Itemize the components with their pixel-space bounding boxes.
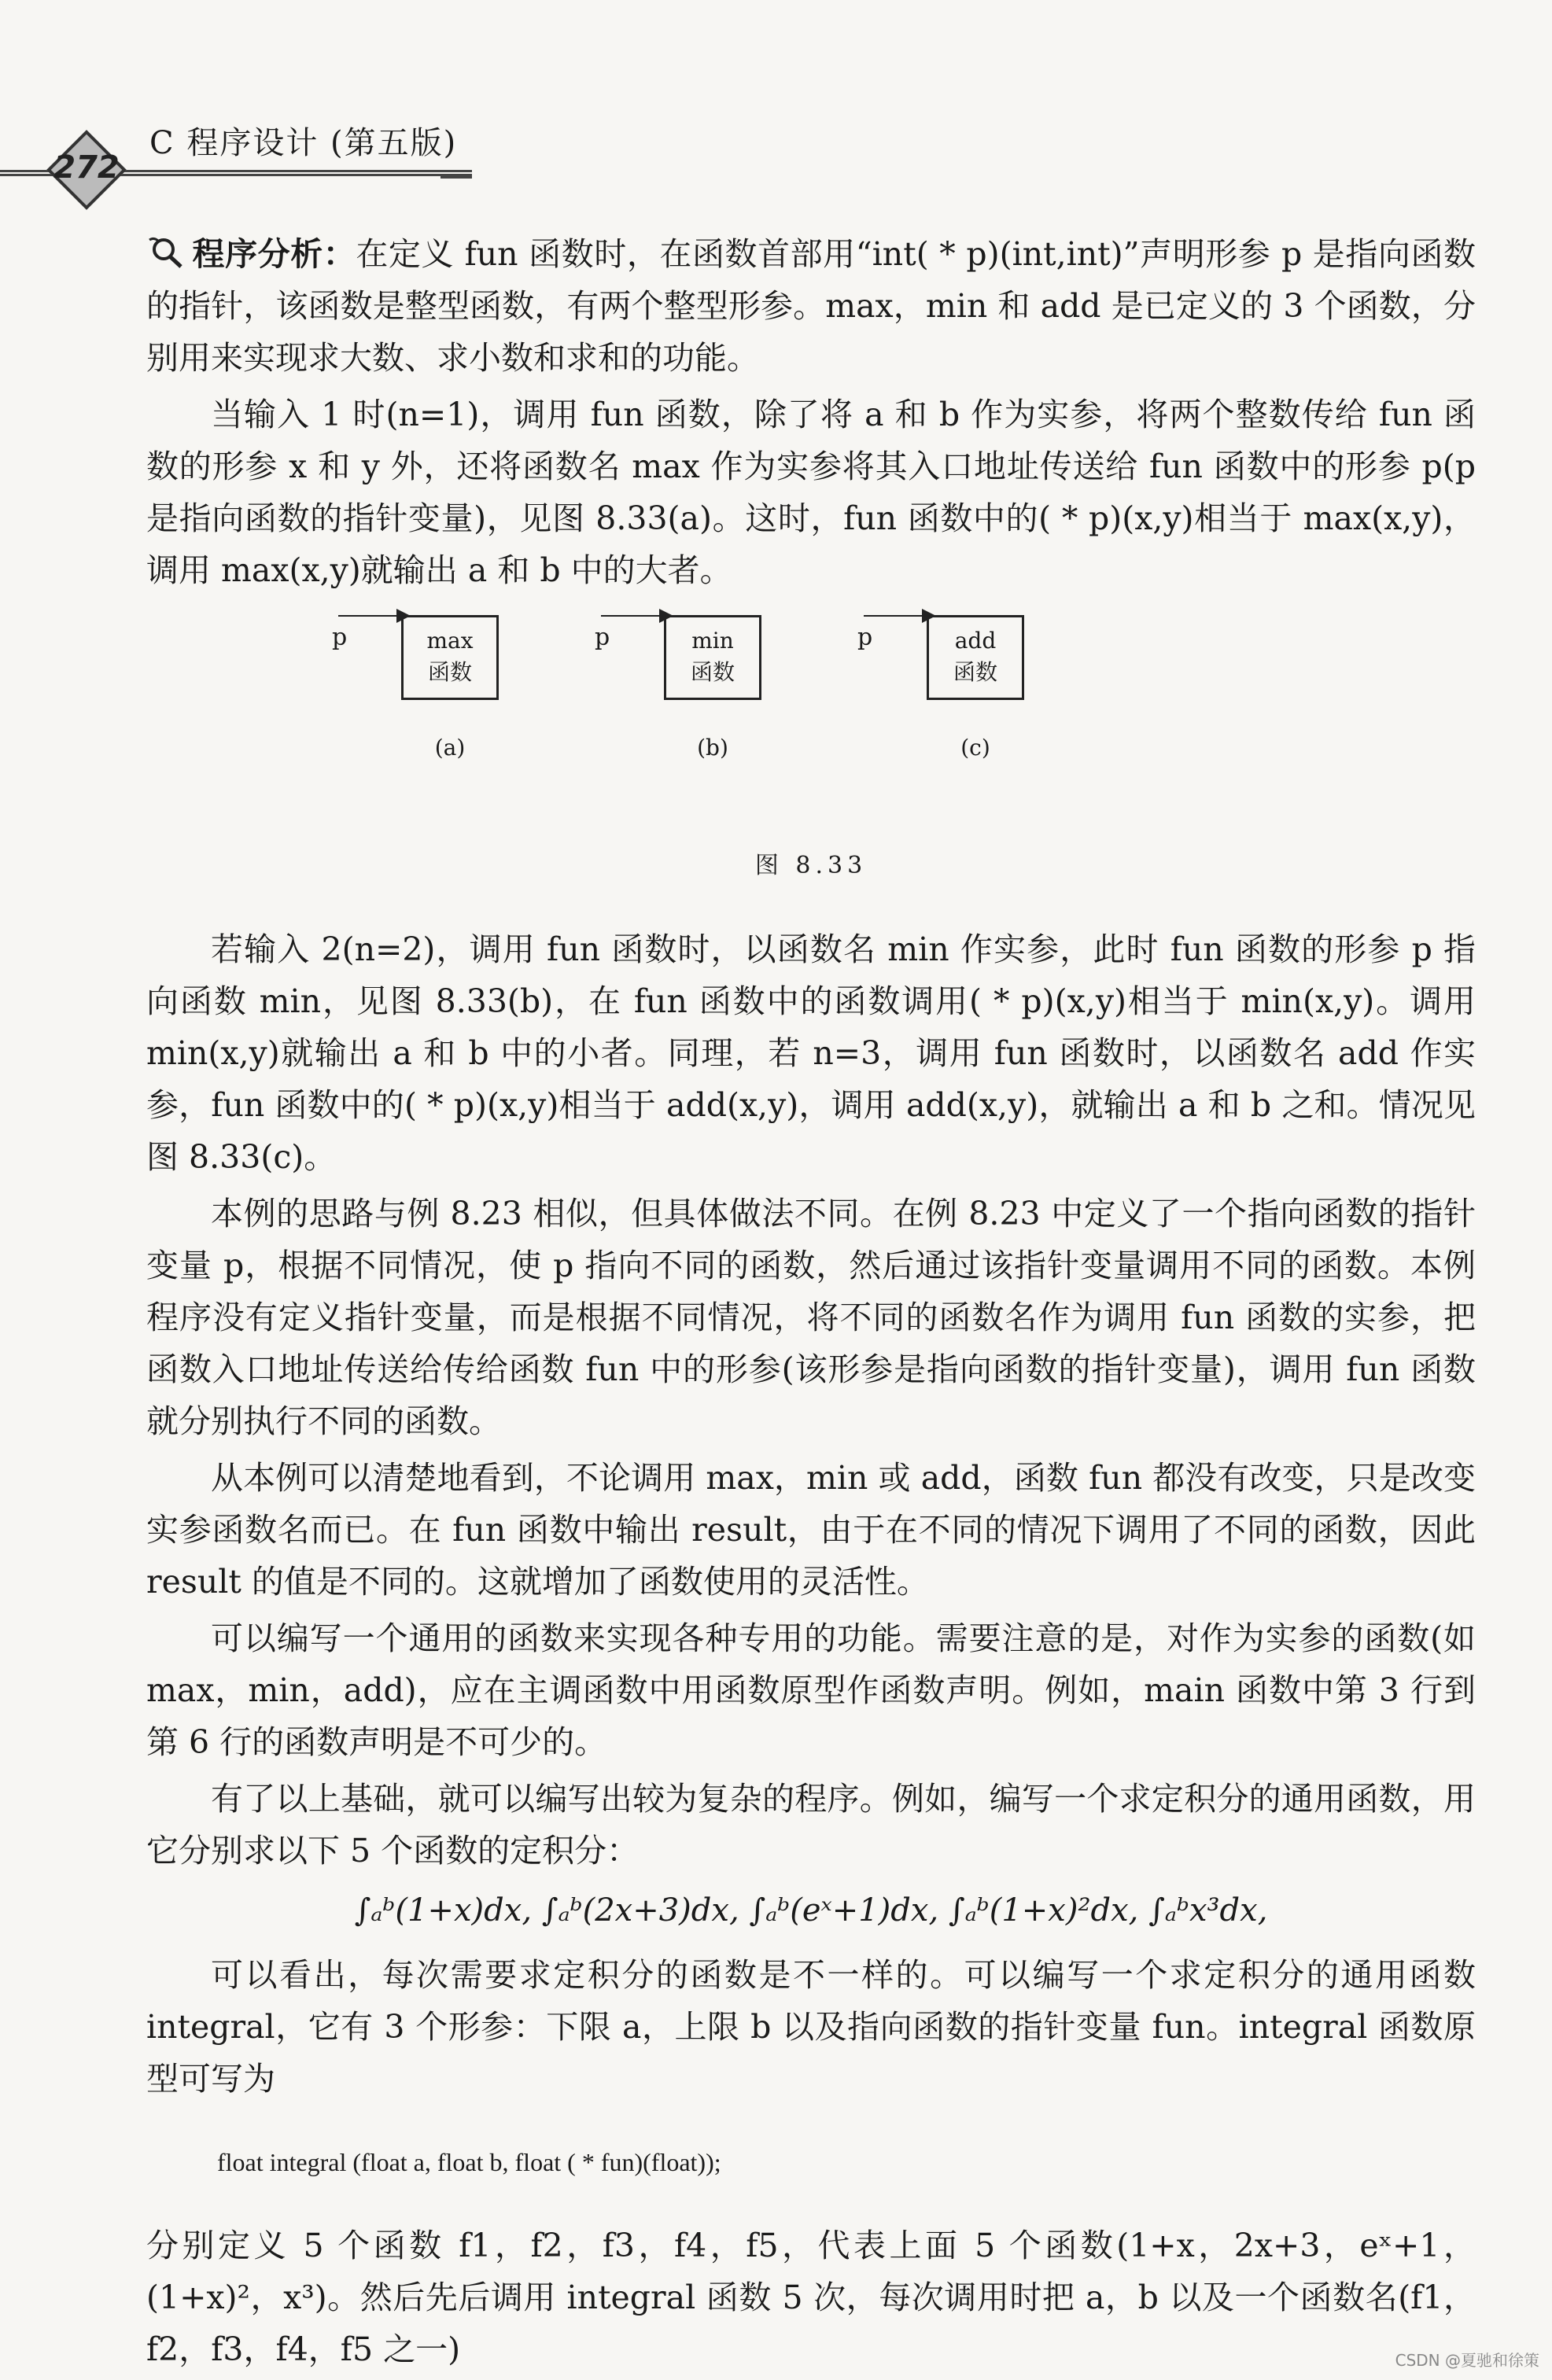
page-header	[0, 118, 1552, 212]
paragraph-integral-function: 可以看出，每次需要求定积分的函数是不一样的。可以编写一个求定积分的通用函数 integral，它有 3 个形参：下限 a，上限 b 以及指向函数的指针变量 fun。integral 函数原型可写为	[146, 1956, 1476, 2098]
function-name: min	[691, 628, 734, 654]
page-number: 272	[53, 149, 120, 186]
figure-panel-b	[595, 604, 831, 761]
function-word: 函数	[690, 659, 735, 685]
pointer-arrow	[601, 615, 664, 617]
function-name: max	[426, 628, 474, 654]
paragraph-n1: 当输入 1 时(n=1)，调用 fun 函数，除了将 a 和 b 作为实参，将两个整数传给 fun 函数的形参 x 和 y 外，还将函数名 max 作为实参将其入口地址传送给 fun 函数中的形参 p(p 是指向函数的指针变量)，见图 8.33(a)。这时，fun 函数中的( * p)(x,y)相当于 max(x,y)，调用 max(x,y)就输出 a 和 b 中的大者。	[146, 396, 1476, 589]
paragraph-flexibility: 从本例可以清楚地看到，不论调用 max，min 或 add，函数 fun 都没有改变，只是改变实参函数名而已。在 fun 函数中输出 result，由于在不同的情况下调用了不同的函数，因此 result 的值是不同的。这就增加了函数使用的灵活性。	[146, 1459, 1476, 1601]
paragraph-define-functions: 分别定义 5 个函数 f1，f2，f3，f4，f5，代表上面 5 个函数(1+x，2x+3，eˣ+1，(1+x)²，x³)。然后先后调用 integral 函数 5 次，每次调用时把 a，b 以及一个函数名(f1，f2，f3，f4，f5 之一)	[146, 2227, 1476, 2368]
header-rule-tail	[441, 176, 472, 179]
figure-8-33	[146, 604, 1476, 840]
panel-caption: (a)	[434, 735, 466, 761]
pointer-label: p	[332, 624, 348, 651]
figure-panel-a	[332, 604, 568, 761]
page-number-badge	[47, 131, 126, 209]
function-box	[664, 615, 761, 700]
paragraph-n2-n3: 若输入 2(n=2)，调用 fun 函数时，以函数名 min 作实参，此时 fun 函数的形参 p 指向函数 min，见图 8.33(b)，在 fun 函数中的函数调用( * p)(x,y)相当于 min(x,y)。调用 min(x,y)就输出 a 和 b 中的小者。同理，若 n=3，调用 fun 函数时，以函数名 add 作实参，fun 函数中的( * p)(x,y)相当于 add(x,y)，调用 add(x,y)，就输出 a 和 b 之和。情况见图 8.33(c)。	[146, 930, 1476, 1176]
paragraph-comparison: 本例的思路与例 8.23 相似，但具体做法不同。在例 8.23 中定义了一个指向函数的指针变量 p，根据不同情况，使 p 指向不同的函数，然后通过该指针变量调用不同的函数。本例程序没有定义指针变量，而是根据不同情况，将不同的函数名作为调用 fun 函数的实参，把函数入口地址传送给传给函数 fun 中的形参(该形参是指向函数的指针变量)，调用 fun 函数就分别执行不同的函数。	[146, 1195, 1476, 1440]
figure-panel-c	[857, 604, 1093, 761]
paragraph-generic-function: 可以编写一个通用的函数来实现各种专用的功能。需要注意的是，对作为实参的函数(如 max，min，add)，应在主调函数中用函数原型作函数声明。例如，main 函数中第 3 行到第 6 行的函数声明是不可少的。	[146, 1619, 1476, 1761]
function-word: 函数	[953, 659, 997, 685]
panel-caption: (b)	[697, 735, 728, 761]
panel-caption: (c)	[960, 735, 990, 761]
function-box	[401, 615, 499, 700]
analysis-lead: 程序分析：	[192, 235, 356, 273]
analysis-body: 在定义 fun 函数时，在函数首部用“int( * p)(int,int)”声明形参 p 是指向函数的指针，该函数是整型函数，有两个整型形参。max，min 和 add 是已定义的 3 个函数，分别用来实现求大数、求小数和求和的功能。	[146, 235, 1476, 377]
paragraph-integral-intro: 有了以上基础，就可以编写出较为复杂的程序。例如，编写一个求定积分的通用函数，用它分别求以下 5 个函数的定积分：	[146, 1780, 1476, 1870]
function-box	[927, 615, 1024, 700]
figure-title: 图 8.33	[754, 852, 868, 879]
function-name: add	[954, 628, 997, 654]
watermark: CSDN @夏驰和徐策	[1395, 2351, 1539, 2370]
book-title: C 程序设计 (第五版)	[149, 125, 458, 161]
analysis-paragraph	[146, 228, 1476, 384]
pointer-label: p	[857, 624, 873, 651]
pointer-arrow	[338, 615, 401, 617]
function-word: 函数	[427, 659, 472, 685]
page-body	[146, 228, 1476, 2380]
code-prototype: float integral (float a, float b, float ( * fun)(float));	[217, 2148, 721, 2176]
pointer-arrow	[864, 615, 927, 617]
magnifier-icon	[146, 233, 187, 267]
pointer-label: p	[595, 624, 610, 651]
integral-formulas: ∫ₐᵇ(1+x)dx, ∫ₐᵇ(2x+3)dx, ∫ₐᵇ(eˣ+1)dx, ∫ₐᵇ(1+x)²dx, ∫ₐᵇx³dx,	[354, 1892, 1268, 1929]
